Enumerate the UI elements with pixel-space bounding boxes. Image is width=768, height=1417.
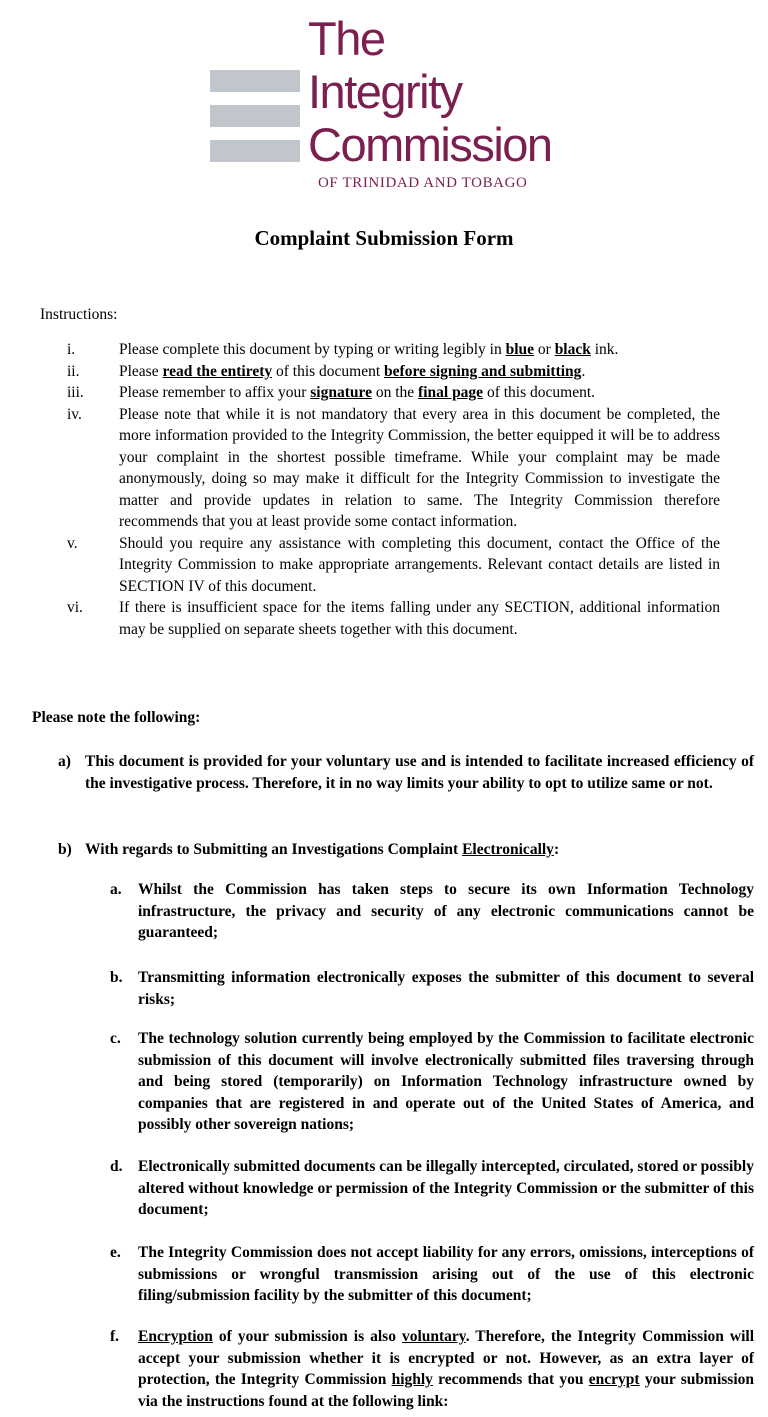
subnote-text: Encryption of your submission is also voluntary. Therefore, the Integrity Commission will accept your submission whether it is encrypted or not. However, as an extra layer of protection, the Integrity Commission highly recommends that you encrypt your submission via the instructions found at the following link: bbox=[138, 1328, 755, 1410]
subnote-number: d. bbox=[110, 1158, 123, 1175]
instruction-item-ii bbox=[67, 361, 720, 383]
instruction-number: vi. bbox=[67, 599, 83, 616]
note-text: This document is provided for your voluntary use and is intended to facilitate increased efficiency of the investigative process. Therefore, it in no way limits your ability to opt to utilize same or not. bbox=[85, 753, 754, 792]
subnote-number: a. bbox=[110, 881, 122, 898]
note-item-a bbox=[58, 751, 754, 794]
subnote-number: b. bbox=[110, 969, 123, 986]
logo-bar-bottom bbox=[210, 140, 300, 162]
logo-bar-top bbox=[210, 70, 300, 92]
subnote-item-d bbox=[110, 1156, 754, 1221]
subnote-number: f. bbox=[110, 1328, 120, 1345]
instruction-text: If there is insufficient space for the items falling under any SECTION, additional information may be supplied on separate sheets together with this document. bbox=[119, 599, 720, 638]
instruction-text: Should you require any assistance with completing this document, contact the Office of the Integrity Commission to make appropriate arrangements. Relevant contact details are listed in SECTION IV of this document. bbox=[119, 534, 720, 595]
instructions-heading: Instructions: bbox=[40, 306, 118, 323]
subnote-item-b bbox=[110, 967, 754, 1010]
page-title: Complaint Submission Form bbox=[254, 226, 514, 250]
instruction-item-v bbox=[67, 533, 720, 598]
note-item-b bbox=[58, 839, 754, 861]
note-number: b) bbox=[58, 841, 72, 858]
note-text: With regards to Submitting an Investigations Complaint Electronically: bbox=[85, 841, 560, 858]
instruction-number: i. bbox=[67, 341, 76, 358]
instruction-text: Please remember to affix your signature on the final page of this document. bbox=[119, 384, 596, 401]
subnote-text: The technology solution currently being employed by the Commission to facilitate electronic submission of this document will involve electronically submitted files traversing through and being stored (temporarily) on Information Technology infrastructure owned by companies that are registered in and operate out of the United States of America, and possibly other sovereign nations; bbox=[138, 1030, 754, 1133]
instruction-item-i bbox=[67, 339, 720, 361]
instruction-item-iv bbox=[67, 404, 720, 533]
integrity-commission-logo bbox=[210, 12, 580, 194]
subnote-text: The Integrity Commission does not accept liability for any errors, omissions, interceptions of submissions or wrongful transmission arising out of the use of this electronic filing/submission facility by the submitter of this document; bbox=[138, 1244, 754, 1304]
instructions-list bbox=[67, 339, 720, 640]
instruction-number: v. bbox=[67, 534, 78, 552]
instruction-text: Please read the entirety of this document before signing and submitting. bbox=[119, 362, 586, 380]
subnote-number: e. bbox=[110, 1244, 121, 1261]
instruction-number: iii. bbox=[67, 384, 84, 401]
subnote-item-f bbox=[110, 1326, 754, 1412]
subnote-item-e bbox=[110, 1242, 754, 1307]
subnote-item-c bbox=[110, 1028, 754, 1136]
notes-heading: Please note the following: bbox=[32, 709, 201, 726]
subnote-item-a bbox=[110, 879, 754, 944]
instruction-number: ii. bbox=[67, 362, 80, 380]
instruction-item-vi bbox=[67, 597, 720, 640]
subnote-text: Transmitting information electronically exposes the submitter of this document to several risks; bbox=[138, 969, 754, 1008]
instruction-text: Please complete this document by typing or writing legibly in blue or black ink. bbox=[119, 341, 619, 358]
instruction-number: iv. bbox=[67, 405, 82, 423]
logo-word-commission: Commission bbox=[308, 118, 552, 171]
logo-word-integrity: Integrity bbox=[308, 65, 462, 118]
logo-bar-middle bbox=[210, 105, 300, 127]
logo-word-the: The bbox=[308, 12, 385, 65]
instruction-item-iii bbox=[67, 382, 720, 404]
subnote-text: Whilst the Commission has taken steps to secure its own Information Technology infrastructure, the privacy and security of any electronic communications cannot be guaranteed; bbox=[138, 881, 754, 941]
instruction-text: Please note that while it is not mandatory that every area in this document be completed, the more information provided to the Integrity Commission, the better equipped it will be to address your complaint in the shortest possible timeframe. While your complaint may be made anonymously, doing so may make it difficult for the Integrity Commission to investigate the matter and provide updates in relation to same. The Integrity Commission therefore recommends that you at least provide some contact information. bbox=[119, 405, 720, 530]
logo-subtitle: OF TRINIDAD AND TOBAGO bbox=[318, 175, 528, 191]
subnote-text: Electronically submitted documents can be illegally intercepted, circulated, stored or possibly altered without knowledge or permission of the Integrity Commission or the submitter of this document; bbox=[138, 1158, 754, 1218]
note-number: a) bbox=[58, 753, 71, 770]
subnote-number: c. bbox=[110, 1030, 121, 1047]
